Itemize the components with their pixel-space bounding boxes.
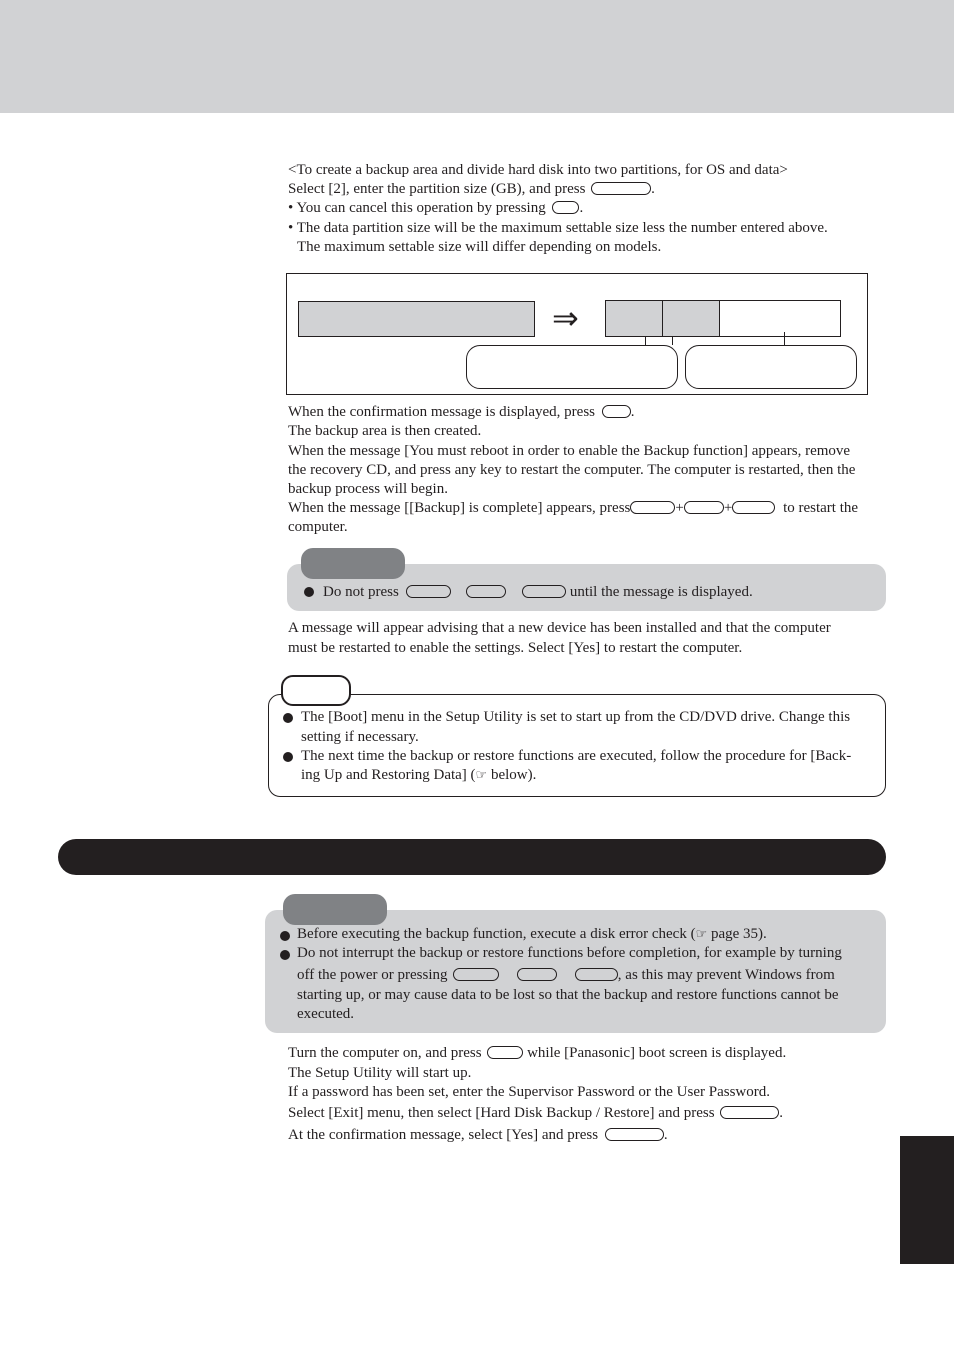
cancel-line: • You can cancel this operation by pressing .: [288, 200, 584, 216]
note-item-2-line-2: ing Up and Restoring Data] (☞ below).: [301, 767, 537, 783]
pointing-hand-icon: ☞: [475, 768, 488, 783]
alt-key: [517, 968, 557, 981]
confirm-line-3: When the message [You must reboot in order to enable the Backup function] appears, remove: [288, 443, 851, 459]
alt-key: [684, 501, 724, 514]
enter-key: [591, 182, 651, 195]
disk-before-bar: [298, 301, 535, 337]
y-key: [602, 405, 631, 418]
enter-key: [720, 1106, 779, 1119]
caution-2-item-2-line-4: executed.: [297, 1006, 355, 1022]
caution-2-item-2-line-1: Do not interrupt the backup or restore functions before completion, for example by turning: [297, 945, 842, 961]
caution-2-item-2-line-2: off the power or pressing , as this may prevent Windows from: [297, 967, 835, 983]
callout-tick: [672, 336, 673, 345]
del-key: [522, 585, 566, 598]
ctrl-key: [453, 968, 499, 981]
del-key: [732, 501, 775, 514]
confirm-line-5: backup process will begin.: [288, 481, 448, 497]
note-item-1-line-1: The [Boot] menu in the Setup Utility is set to start up from the CD/DVD drive. Change this: [301, 709, 851, 725]
arrow-icon: ⇒: [552, 299, 579, 337]
data-size-line-1: • The data partition size will be the maximum settable size less the number entered above.: [288, 220, 828, 236]
bullet-icon: [283, 752, 293, 762]
confirm-line-6: When the message [[Backup] is complete] appears, press + + to restart the: [288, 500, 859, 516]
caution-2-item-1: Before executing the backup function, execute a disk error check (☞ page 35).: [297, 926, 767, 942]
confirm-line-4: the recovery CD, and press any key to restart the computer. The computer is restarted, then the: [288, 462, 856, 478]
advisory-line-2: must be restarted to enable the settings. Select [Yes] to restart the computer.: [288, 640, 743, 656]
bullet-icon: [280, 931, 290, 941]
header-band: [0, 0, 954, 113]
f2-key: [487, 1046, 523, 1059]
step-line-4: Select [Exit] menu, then select [Hard Disk Backup / Restore] and press .: [288, 1105, 784, 1121]
callout-tick: [645, 336, 646, 345]
note-item-2-line-1: The next time the backup or restore functions are executed, follow the procedure for [Back-: [301, 748, 852, 764]
step-line-3: If a password has been set, enter the Supervisor Password or the User Password.: [288, 1084, 770, 1100]
intro-heading: <To create a backup area and divide hard disk into two partitions, for OS and data>: [288, 162, 788, 178]
esc-key: [552, 201, 579, 214]
alt-key: [466, 585, 506, 598]
advisory-line-1: A message will appear advising that a new device has been installed and that the computer: [288, 620, 831, 636]
enter-key: [605, 1128, 664, 1141]
note-tab: [281, 675, 351, 706]
confirm-line-7: computer.: [288, 519, 348, 535]
confirm-line-1: When the confirmation message is displayed, press .: [288, 404, 635, 420]
caution-tab: [301, 548, 405, 579]
bullet-icon: [283, 713, 293, 723]
pointing-hand-icon: ☞: [695, 927, 708, 942]
select-line: Select [2], enter the partition size (GB), and press .: [288, 181, 655, 197]
callout-tick: [784, 332, 785, 345]
step-line-1: Turn the computer on, and press while [Panasonic] boot screen is displayed.: [288, 1045, 787, 1061]
step-line-5: At the confirmation message, select [Yes] and press .: [288, 1127, 668, 1143]
ctrl-key: [630, 501, 675, 514]
bullet-icon: [280, 950, 290, 960]
ctrl-key: [406, 585, 451, 598]
caution-1-text: Do not press until the message is displayed.: [323, 584, 753, 600]
del-key: [575, 968, 618, 981]
chapter-side-tab: [900, 1136, 954, 1264]
callout-box-left: [466, 345, 678, 389]
caution-2-item-2-line-3: starting up, or may cause data to be lost so that the backup and restore functions cannot be: [297, 987, 839, 1003]
section-header-bar: [58, 839, 886, 875]
partition-segment-2: [663, 301, 720, 336]
caution-tab: [283, 894, 387, 925]
bullet-icon: [304, 587, 314, 597]
data-size-line-2: The maximum settable size will differ depending on models.: [297, 239, 662, 255]
confirm-line-2: The backup area is then created.: [288, 423, 482, 439]
step-line-2: The Setup Utility will start up.: [288, 1065, 472, 1081]
note-item-1-line-2: setting if necessary.: [301, 729, 419, 745]
partition-segment-1: [606, 301, 663, 336]
callout-box-right: [685, 345, 857, 389]
